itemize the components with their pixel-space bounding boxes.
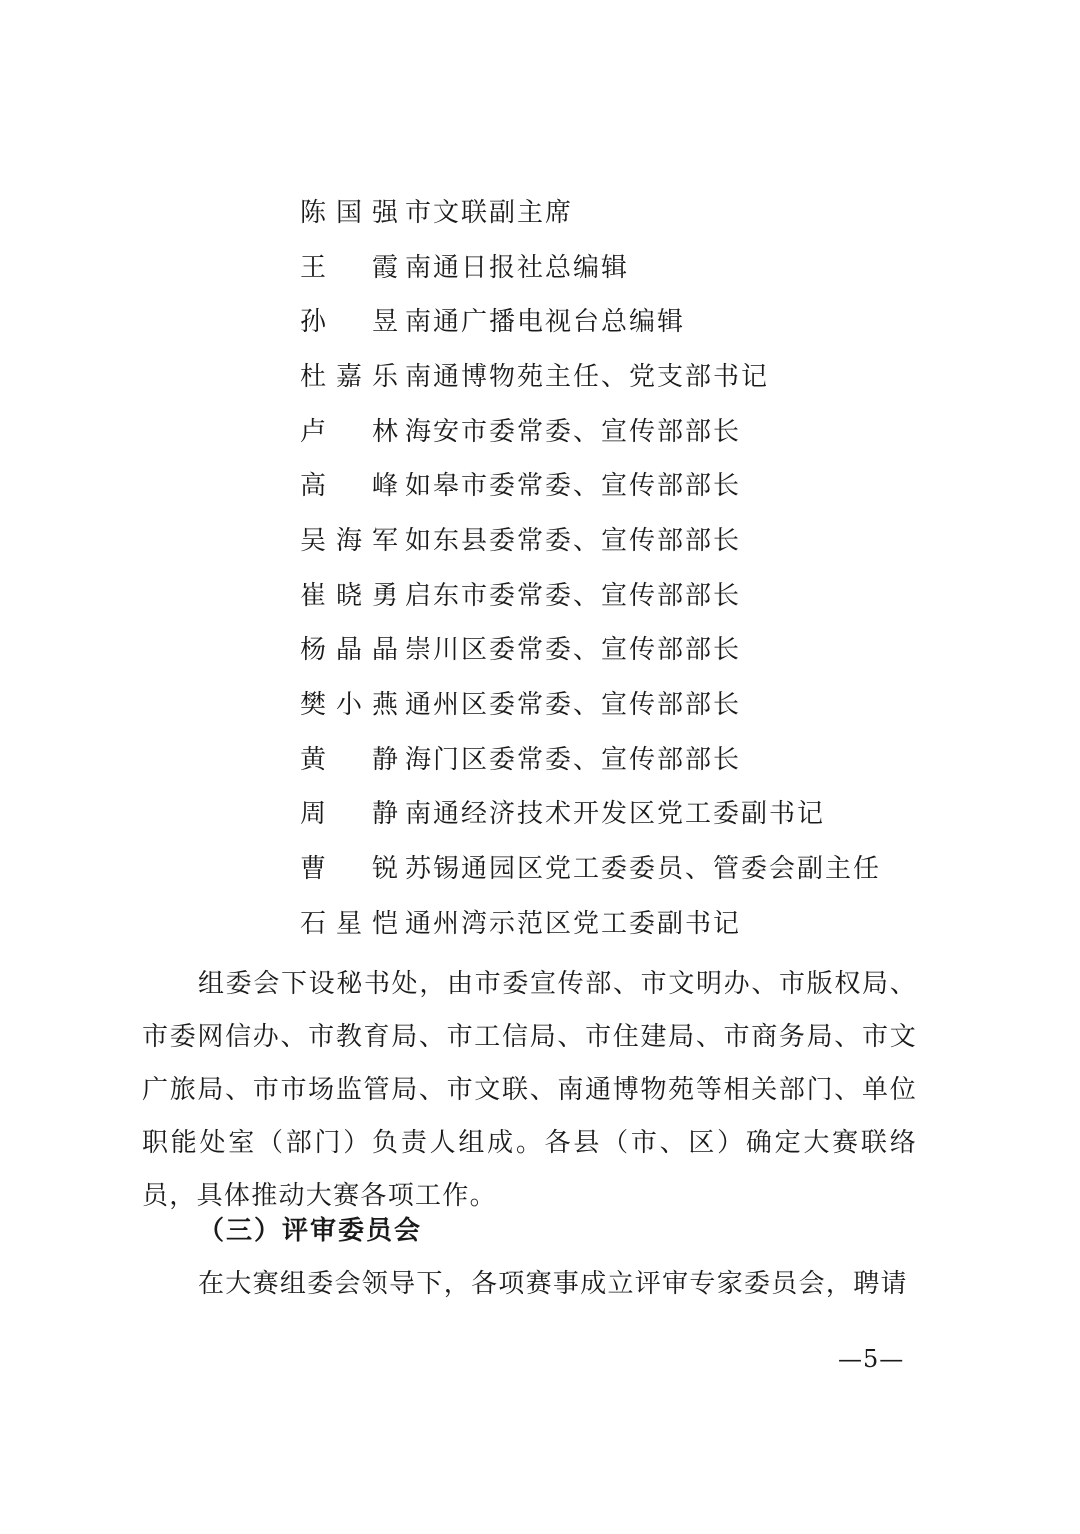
member-role: 市文联副主席 <box>405 197 574 228</box>
member-role: 海门区委常委、宣传部部长 <box>405 744 742 775</box>
list-item <box>300 621 881 676</box>
member-role: 海安市委常委、宣传部部长 <box>405 416 742 447</box>
list-item <box>300 730 881 785</box>
member-name: 周 静 <box>300 799 400 830</box>
list-item <box>300 456 881 511</box>
member-role: 通州湾示范区党工委副书记 <box>405 908 742 939</box>
list-item <box>300 402 881 457</box>
member-name: 黄 静 <box>300 744 400 775</box>
list-item <box>300 511 881 566</box>
member-name: 石星恺 <box>300 908 400 939</box>
committee-roster <box>300 183 881 949</box>
list-item <box>300 238 881 293</box>
secretariat-paragraph: 组委会下设秘书处，由市委宣传部、市文明办、市版权局、市委网信办、市教育局、市工信局、市住建局、市商务局、市文广旅局、市市场监管局、市文联、南通博物苑等相关部门、单位职能处室（部门）负责人组成。各县（市、区）确定大赛联络员，具体推动大赛各项工作。 <box>142 969 917 1211</box>
member-role: 苏锡通园区党工委委员、管委会副主任 <box>405 854 882 885</box>
member-name: 吴海军 <box>300 525 400 556</box>
member-name: 王 霞 <box>300 252 400 283</box>
section-heading-review-committee: （三）评审委员会 <box>198 1216 423 1246</box>
member-role: 启东市委常委、宣传部部长 <box>405 580 742 611</box>
member-role: 南通经济技术开发区党工委副书记 <box>405 799 826 830</box>
list-item <box>300 183 881 238</box>
member-name: 陈国强 <box>300 197 400 228</box>
member-name: 崔晓勇 <box>300 580 400 611</box>
page-number: —5— <box>838 1345 905 1373</box>
list-item <box>300 566 881 621</box>
list-item <box>300 292 881 347</box>
member-role: 崇川区委常委、宣传部部长 <box>405 635 742 666</box>
list-item <box>300 894 881 949</box>
member-name: 曹 锐 <box>300 854 400 885</box>
member-role: 南通日报社总编辑 <box>405 252 630 283</box>
member-role: 南通博物苑主任、党支部书记 <box>405 361 770 392</box>
member-name: 樊小燕 <box>300 690 400 721</box>
list-item <box>300 785 881 840</box>
member-role: 如皋市委常委、宣传部部长 <box>405 471 742 502</box>
review-committee-paragraph: 在大赛组委会领导下，各项赛事成立评审专家委员会，聘请 <box>198 1269 908 1299</box>
member-name: 杨晶晶 <box>300 635 400 666</box>
list-item <box>300 675 881 730</box>
member-role: 通州区委常委、宣传部部长 <box>405 690 742 721</box>
member-name: 高 峰 <box>300 471 400 502</box>
member-name: 杜嘉乐 <box>300 361 400 392</box>
member-name: 卢 林 <box>300 416 400 447</box>
member-name: 孙 昱 <box>300 307 400 338</box>
member-role: 如东县委常委、宣传部部长 <box>405 525 742 556</box>
member-role: 南通广播电视台总编辑 <box>405 307 686 338</box>
list-item <box>300 347 881 402</box>
list-item <box>300 839 881 894</box>
